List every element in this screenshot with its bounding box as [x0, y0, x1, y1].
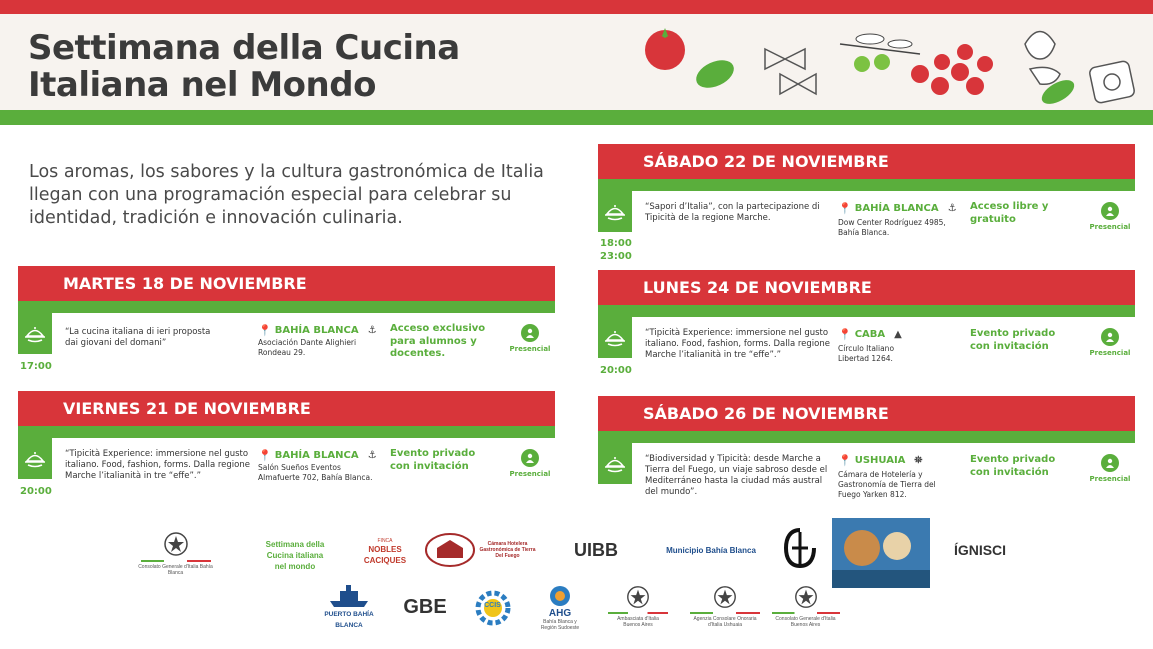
anchor-icon: ⚓ — [367, 325, 377, 336]
map-pin-icon: 📍 — [838, 202, 852, 215]
event-access: Evento privado con invitación — [970, 328, 1056, 352]
event-day: VIERNES 21 DE NOVIEMBRE — [63, 399, 311, 418]
logo-puerto — [318, 582, 380, 632]
logo-ignisci — [945, 535, 1015, 565]
event-mode — [505, 324, 555, 353]
event-access: Acceso exclusivo para alumnos y docentes. — [390, 323, 486, 359]
logo-consolato-bahia-blanca — [138, 525, 213, 580]
event-mode — [1085, 328, 1135, 357]
event-mode-label: Presencial — [1089, 223, 1131, 231]
logo-nobles-caciques — [355, 527, 415, 577]
logo-municipio — [656, 535, 766, 565]
event-day: LUNES 24 DE NOVIEMBRE — [643, 278, 872, 297]
event-green-line — [598, 305, 1135, 317]
event-day-bar — [598, 270, 1135, 305]
event-access: Acceso libre y gratuito — [970, 201, 1049, 225]
cloche-icon — [604, 327, 626, 349]
event-time-block — [598, 317, 632, 358]
event-address: Salón Sueños Eventos Almafuerte 702, Bahía Blanca. — [258, 463, 373, 482]
event-card-sabado-22 — [598, 144, 1135, 264]
event-mode-label: Presencial — [509, 345, 551, 353]
event-time: 20:00 — [20, 486, 52, 497]
club-crest-icon — [782, 528, 818, 568]
logo-text: FINCA — [377, 538, 393, 544]
event-card-martes-18 — [18, 266, 555, 376]
event-green-line — [598, 431, 1135, 443]
sponsor-logos — [0, 515, 1153, 649]
event-time: 17:00 — [20, 361, 52, 372]
italian-emblem-icon — [625, 584, 651, 610]
logo-consolato-buenos-aires — [768, 578, 843, 633]
logo-text: Consolato Generale d'Italia Buenos Aires — [775, 615, 836, 628]
event-mode-label: Presencial — [509, 470, 551, 478]
event-address: Círculo Italiano Libertad 1264. — [838, 344, 895, 363]
person-icon — [1101, 202, 1119, 220]
event-card-lunes-24 — [598, 270, 1135, 380]
logo-text: Cámara Hotelera Gastronómica de Tierra Del Fuego — [479, 541, 536, 559]
ahg-icon — [548, 584, 572, 608]
event-day: SÁBADO 22 DE NOVIEMBRE — [643, 152, 889, 171]
page-title — [28, 30, 460, 104]
cloche-icon — [24, 323, 46, 345]
event-description: “Biodiversidad y Tipicità: desde Marche a Tierra del Fuego, un viaje sabroso desde el Mediterráneo hasta la ciudad más austral del mundo”. — [645, 454, 828, 497]
ship-icon — [326, 583, 372, 609]
olive-branch-icon — [840, 34, 920, 72]
event-location — [258, 324, 377, 337]
event-green-line — [18, 301, 555, 313]
event-mode-label: Presencial — [1089, 475, 1131, 483]
logo-poster — [832, 518, 930, 588]
map-pin-icon: 📍 — [838, 454, 852, 467]
farfalle-pasta-icon — [765, 49, 816, 94]
logo-text: UIBB — [574, 539, 618, 560]
basil-leaf-icon — [692, 55, 738, 94]
logo-ccis — [470, 585, 515, 630]
event-time-end: 23:00 — [600, 251, 632, 262]
event-day: MARTES 18 DE NOVIEMBRE — [63, 274, 307, 293]
top-red-stripe — [0, 0, 1153, 14]
event-location — [838, 454, 922, 467]
event-location — [258, 449, 377, 462]
logo-ambasciata — [603, 578, 673, 633]
italian-emblem-icon — [162, 530, 190, 558]
event-mode — [505, 449, 555, 478]
food-illustration — [630, 14, 1153, 110]
event-address: Dow Center Rodríguez 4985, Bahía Blanca. — [838, 218, 946, 237]
map-pin-icon: 📍 — [258, 449, 272, 462]
cloche-icon — [604, 453, 626, 475]
logo-camara-hotelera — [423, 529, 538, 571]
title-line-1: Settimana della Cucina — [28, 28, 460, 68]
event-address: Cámara de Hotelería y Gastronomía de Tierra del Fuego Yarken 812. — [838, 470, 936, 499]
event-day: SÁBADO 26 DE NOVIEMBRE — [643, 404, 889, 423]
event-mode — [1085, 454, 1135, 483]
logo-text: PUERTO BAHÍA BLANCA — [324, 611, 374, 629]
logo-settimana — [240, 520, 350, 590]
logo-text: Bahía Blanca y Región Sudoeste — [540, 619, 580, 631]
tomato-icon — [645, 28, 685, 70]
header-green-stripe — [0, 110, 1153, 125]
event-card-viernes-21 — [18, 391, 555, 501]
logo-uibb — [556, 535, 636, 565]
event-location — [838, 328, 902, 341]
event-day-bar — [18, 266, 555, 301]
event-access: Evento privado con invitación — [390, 448, 476, 472]
anchor-icon: ⚓ — [367, 450, 377, 461]
event-green-line — [598, 179, 1135, 191]
event-description: “Tipicità Experience: immersione nel gusto italiano. Food, fashion, forms. Dalla regione Marche l’italianità in tre “effe”.” — [65, 449, 250, 481]
event-time-block — [598, 443, 632, 484]
logo-text: GBE — [403, 596, 447, 618]
logo-text: Ambasciata d'Italia Buenos Aires — [617, 615, 659, 628]
event-city: BAHÍA BLANCA — [854, 203, 939, 214]
logo-text: ÍGNISCI — [953, 541, 1007, 558]
cloche-icon — [604, 201, 626, 223]
logo-text: NOBLES CACIQUES — [363, 545, 407, 565]
logo-agenzia-ushuaia — [685, 578, 765, 633]
person-icon — [1101, 328, 1119, 346]
logo-text: Agenzia Consolare Onoraria d'Italia Ushuaia — [693, 615, 757, 628]
person-icon — [1101, 454, 1119, 472]
logo-text: Municipio Bahía Blanca — [666, 545, 756, 555]
ravioli-icon — [1089, 60, 1136, 104]
event-time-block — [18, 438, 52, 479]
event-location — [838, 202, 957, 215]
event-address: Asociación Dante Alighieri Rondeau 29. — [258, 338, 357, 357]
event-city: USHUAIA — [854, 455, 906, 466]
event-description: “Sapori d’Italia”, con la partecipazione di Tipicità de la regione Marche. — [645, 202, 820, 223]
logo-text: Consolato Generale d'Italia Bahía Blanca — [138, 563, 213, 576]
event-time-start: 18:00 — [600, 238, 632, 249]
cloche-icon — [24, 448, 46, 470]
italian-emblem-icon — [793, 584, 819, 610]
map-pin-icon: 📍 — [838, 328, 852, 341]
event-mode — [1085, 202, 1135, 231]
person-icon — [521, 449, 539, 467]
event-time: 20:00 — [600, 365, 632, 376]
building-icon — [425, 532, 475, 568]
logo-ahg — [535, 580, 585, 635]
event-description: “Tipicità Experience: immersione nel gusto italiano. Food, fashion, forms. Dalla regione Marche l’italianità in tre “effe”.” — [645, 328, 830, 360]
event-city: BAHÍA BLANCA — [274, 450, 359, 461]
italian-emblem-icon — [712, 584, 738, 610]
event-city: BAHÍA BLANCA — [274, 325, 359, 336]
event-green-line — [18, 426, 555, 438]
event-mode-label: Presencial — [1089, 349, 1131, 357]
anchor-icon: ⚓ — [947, 203, 957, 214]
obelisk-icon: ▲ — [894, 329, 902, 340]
event-access: Evento privado con invitación — [970, 454, 1056, 478]
cherry-tomatoes-icon — [911, 44, 993, 95]
event-city: CABA — [854, 329, 886, 340]
poster-image — [832, 518, 930, 588]
event-description: “La cucina italiana di ieri proposta dai giovani del domani” — [65, 327, 211, 348]
logo-text: CCIS — [484, 602, 501, 609]
event-day-bar — [598, 396, 1135, 431]
person-icon — [521, 324, 539, 342]
event-time-block — [598, 191, 632, 232]
event-day-bar — [598, 144, 1135, 179]
logo-gbe — [395, 590, 455, 625]
event-time-block — [18, 313, 52, 354]
logo-text: Settimana della Cucina italiana nel mondo — [265, 539, 325, 571]
lighthouse-icon: ⛯ — [914, 455, 923, 466]
event-day-bar — [18, 391, 555, 426]
garlic-icon — [1025, 32, 1060, 85]
map-pin-icon: 📍 — [258, 324, 272, 337]
intro-text: Los aromas, los sabores y la cultura gastronómica de Italia llegan con una programación especial para celebrar su identidad, tradición e innovación culinaria. — [29, 162, 544, 228]
logo-club — [780, 525, 820, 570]
event-card-sabado-26 — [598, 396, 1135, 506]
title-line-2: Italiana nel Mondo — [28, 65, 376, 105]
logo-text: AHG — [548, 608, 572, 619]
